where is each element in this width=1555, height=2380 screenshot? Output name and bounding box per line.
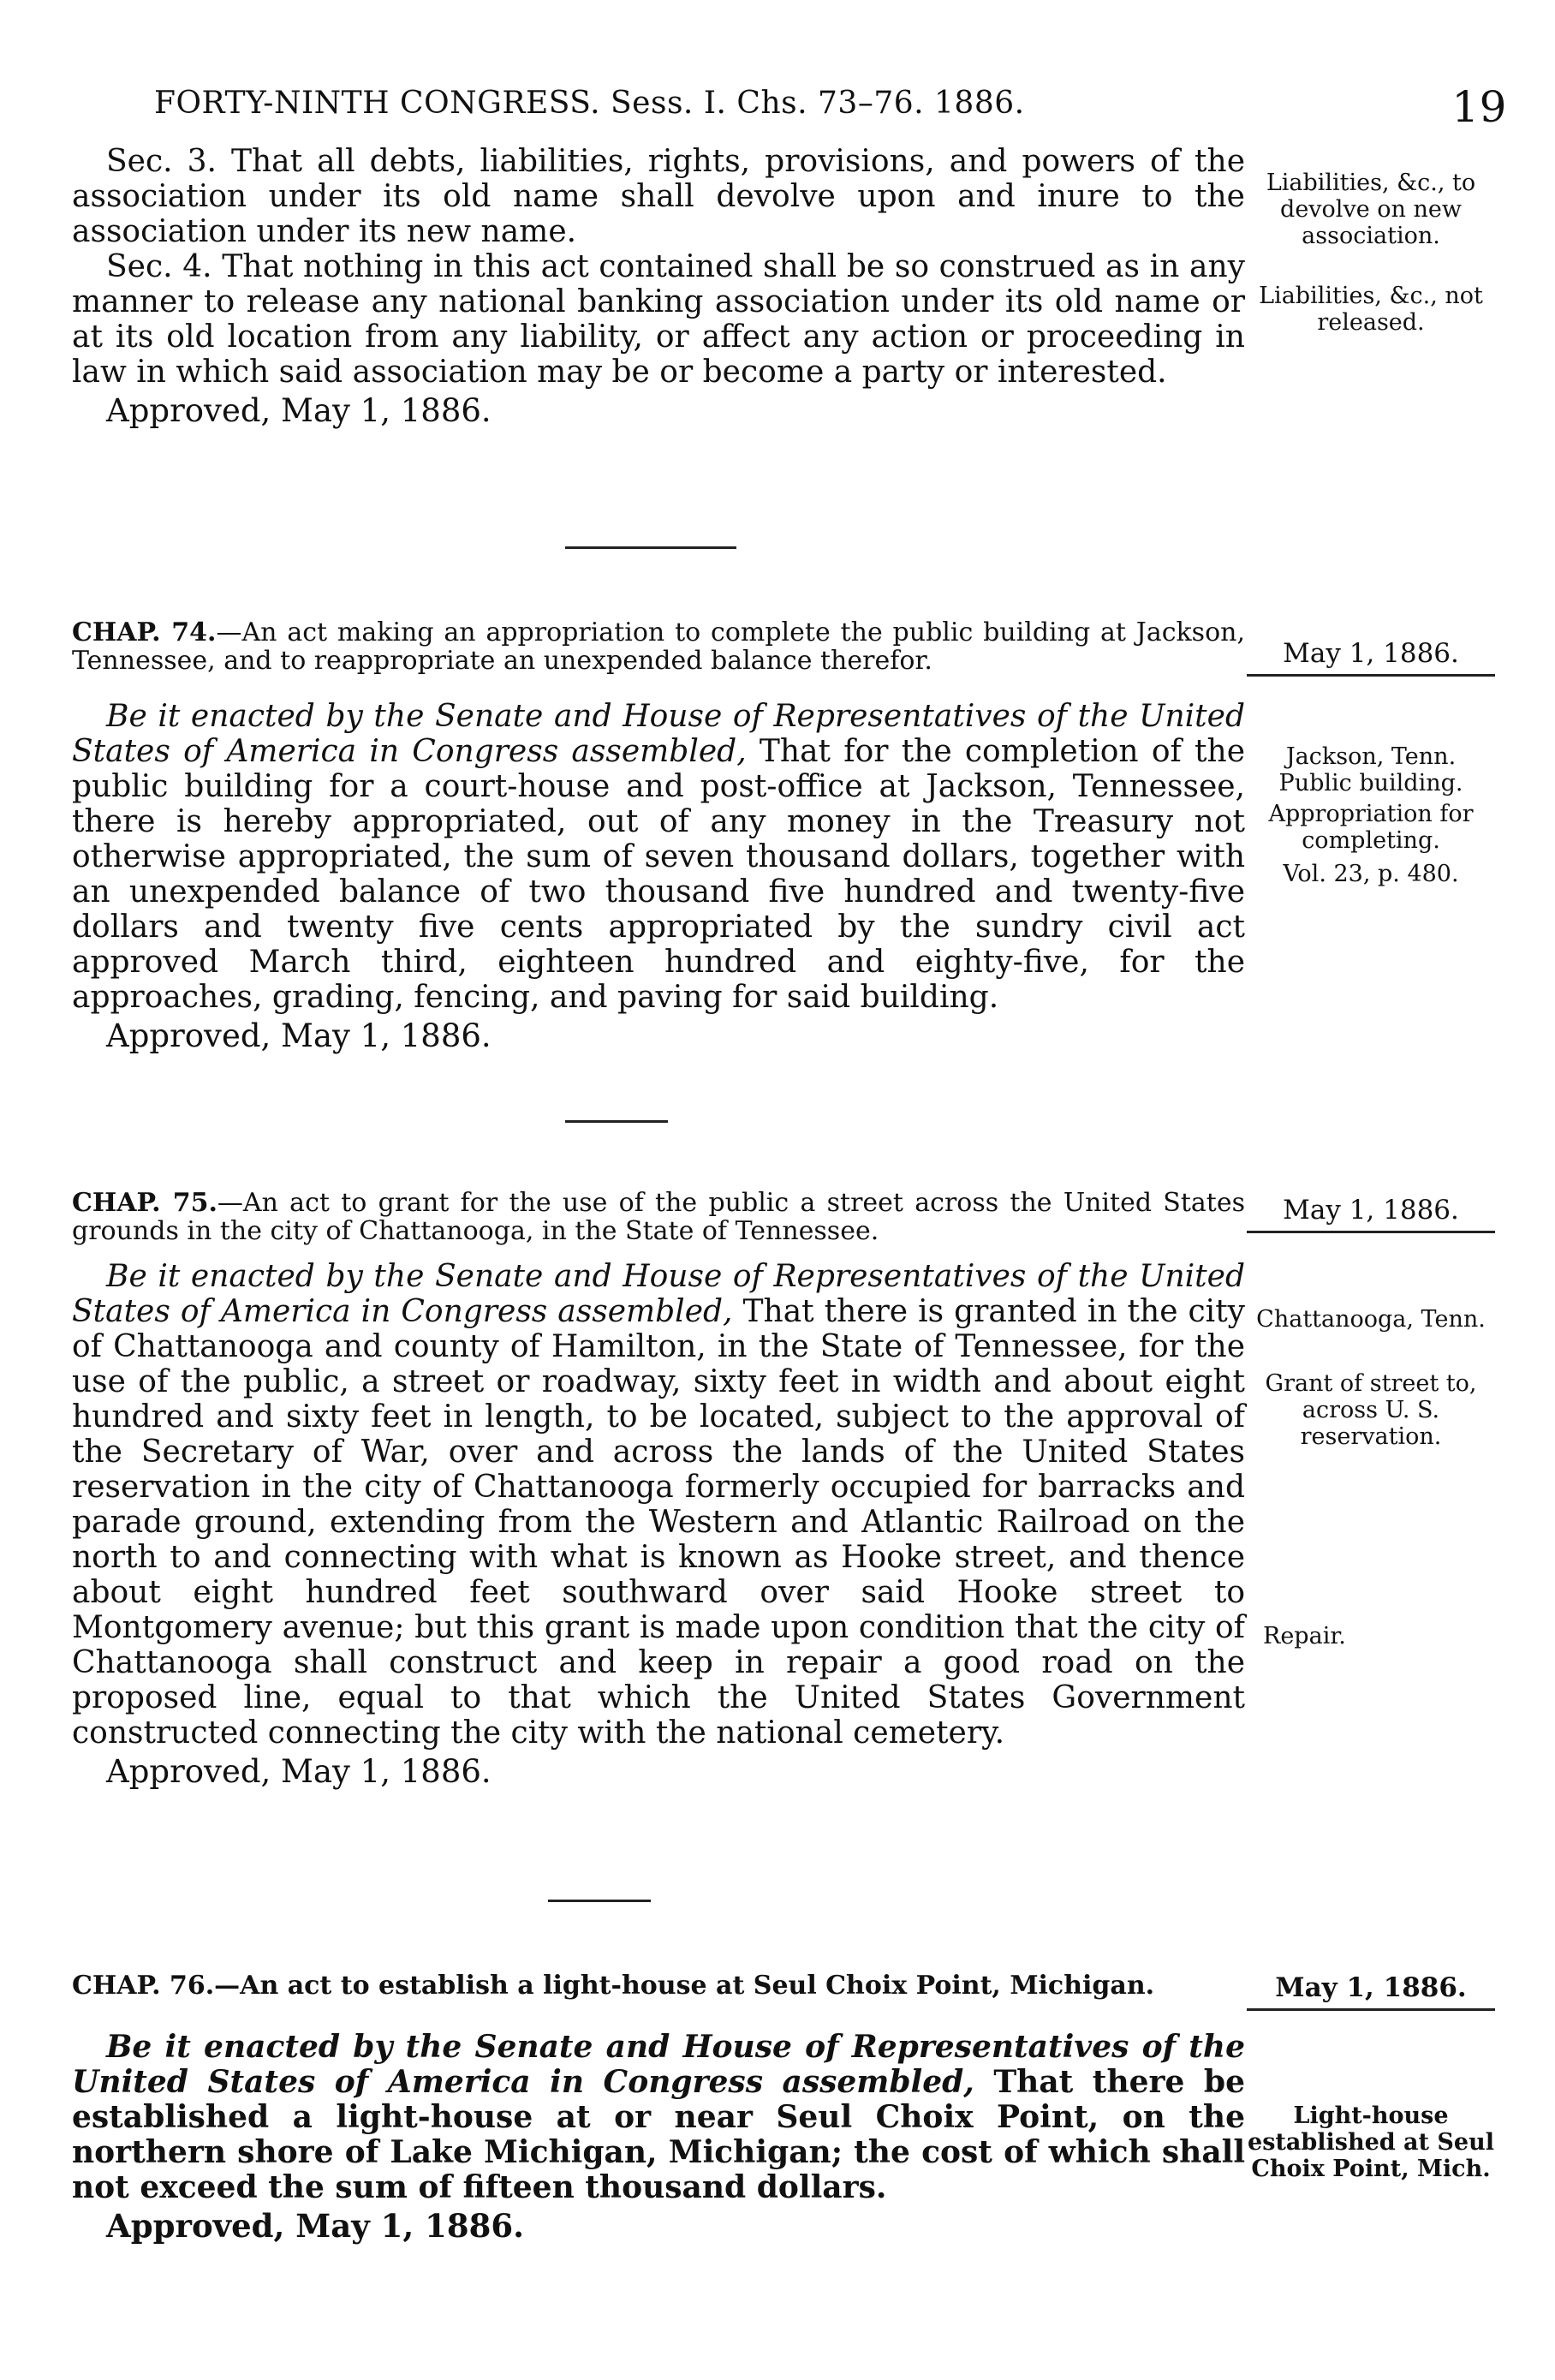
approved-line: Approved, May 1, 1886. bbox=[106, 2207, 524, 2245]
chapter-74-date: May 1, 1886. bbox=[1247, 641, 1495, 677]
margin-note-chattanooga: Chattanooga, Tenn. bbox=[1256, 1306, 1486, 1333]
chapter-74-text: That for the completion of the public building for a court-house and post-office at Jackson, Tennessee, there is hereby appropriated, out of any money in the Treasury not otherwise appropriated, the sum of seven thousand dollars, together with an unexpended balance of two thousand five hundred and twenty-five dollars and twenty five cents appropriated by the sundry civil act approved March third, eighteen hundred and eighty-five, for the approaches, grading, fencing, and paving for said building. bbox=[72, 734, 1246, 1015]
page-number: 19 bbox=[1451, 82, 1507, 132]
chapter-74-title: —An act making an appropriation to complete the public building at Jackson, Tennessee, and to reappropriate an unexpended balance therefor. bbox=[72, 617, 1246, 676]
enacting-clause: Be it enacted by the Senate and House of Representatives of the United States of America in Congress assembled, bbox=[72, 699, 1245, 769]
chapter-75-date: May 1, 1886. bbox=[1247, 1197, 1495, 1233]
margin-note-jackson: Jackson, Tenn. Public building. bbox=[1278, 743, 1463, 796]
section-divider bbox=[548, 1900, 651, 1902]
chapter-76-heading bbox=[72, 1971, 1245, 2000]
chapter-76-title: —An act to establish a light-house at Seul Choix Point, Michigan. bbox=[214, 1971, 1155, 2001]
enacting-clause: Be it enacted by the Senate and House of Representatives of the United States of America in Congress assembled, bbox=[72, 1259, 1245, 1329]
section-3-text: Sec. 3. That all debts, liabilities, rights, provisions, and powers of the association under its old name shall devolve upon and inure to the association under its new name. bbox=[72, 144, 1245, 249]
chapter-76-body bbox=[72, 2030, 1245, 2244]
chapter-76-date: May 1, 1886. bbox=[1247, 1975, 1495, 2011]
approved-line: Approved, May 1, 1886. bbox=[106, 1753, 492, 1790]
enacting-clause: Be it enacted by the Senate and House of Representatives of the United States of America in Congress assembled, bbox=[72, 2029, 1245, 2100]
margin-note-grant-of-street: Grant of street to, across U. S. reservation. bbox=[1265, 1370, 1477, 1450]
section-divider bbox=[565, 1120, 668, 1123]
chapter-73-tail bbox=[72, 144, 1245, 428]
chapter-75-heading bbox=[72, 1189, 1245, 1245]
chapter-76-text: That there be established a light-house at or near Seul Choix Point, on the northern shore of Lake Michigan, Michigan; the cost of which shall not exceed the sum of fifteen thousand dollars. bbox=[72, 2064, 1246, 2205]
running-title: FORTY-NINTH CONGRESS. Sess. I. Chs. 73–76. 1886. bbox=[154, 86, 1025, 121]
running-header bbox=[120, 77, 1507, 137]
chapter-74-body bbox=[72, 699, 1245, 1053]
approved-line: Approved, May 1, 1886. bbox=[106, 1017, 492, 1054]
section-4-text: Sec. 4. That nothing in this act contained shall be so construed as in any manner to release any national banking association under its old name or at its old location from any liability, or affect any action or proceeding in law in which said association may be or become a party or interested. bbox=[72, 249, 1245, 390]
margin-note-liabilities-not-released: Liabilities, &c., not released. bbox=[1259, 283, 1483, 336]
chapter-75-title: —An act to grant for the use of the public a street across the United States grounds in the city of Chattanooga, in the State of Tennessee. bbox=[72, 1188, 1246, 1246]
chapter-75-label: CHAP. 75. bbox=[72, 1188, 217, 1218]
margin-note-appropriation: Appropriation for completing. bbox=[1268, 801, 1474, 854]
approved-line: Approved, May 1, 1886. bbox=[106, 392, 492, 429]
chapter-76-label: CHAP. 76. bbox=[72, 1971, 215, 2001]
chapter-75-text: That there is granted in the city of Chattanooga and county of Hamilton, in the State of Tennessee, for the use of the public, a street or roadway, sixty feet in width and about eight hundred and sixty feet in length, to be located, subject to the approval of the Secretary of War, over and across the lands of the United States reservation in the city of Chattanooga formerly occupied for barracks and parade ground, extending from the Western and Atlantic Railroad on the north to and connecting with what is known as Hooke street, and thence about eight hundred feet southward over said Hooke street to Montgomery avenue; but this grant is made upon condition that the city of Chattanooga shall construct and keep in repair a good road on the proposed line, equal to that which the United States Government constructed connecting the city with the national cemetery. bbox=[72, 1294, 1245, 1751]
section-divider bbox=[565, 546, 736, 549]
chapter-74-heading bbox=[72, 618, 1245, 675]
chapter-75-body bbox=[72, 1259, 1245, 1789]
margin-note-light-house: Light-house established at Seul Choix Point, Mich. bbox=[1248, 2103, 1494, 2182]
margin-note-repair: Repair. bbox=[1263, 1623, 1346, 1649]
margin-note-liabilities-devolve: Liabilities, &c., to devolve on new association. bbox=[1266, 170, 1476, 249]
chapter-74-label: CHAP. 74. bbox=[72, 617, 217, 647]
margin-note-volume-reference: Vol. 23, p. 480. bbox=[1283, 861, 1459, 887]
